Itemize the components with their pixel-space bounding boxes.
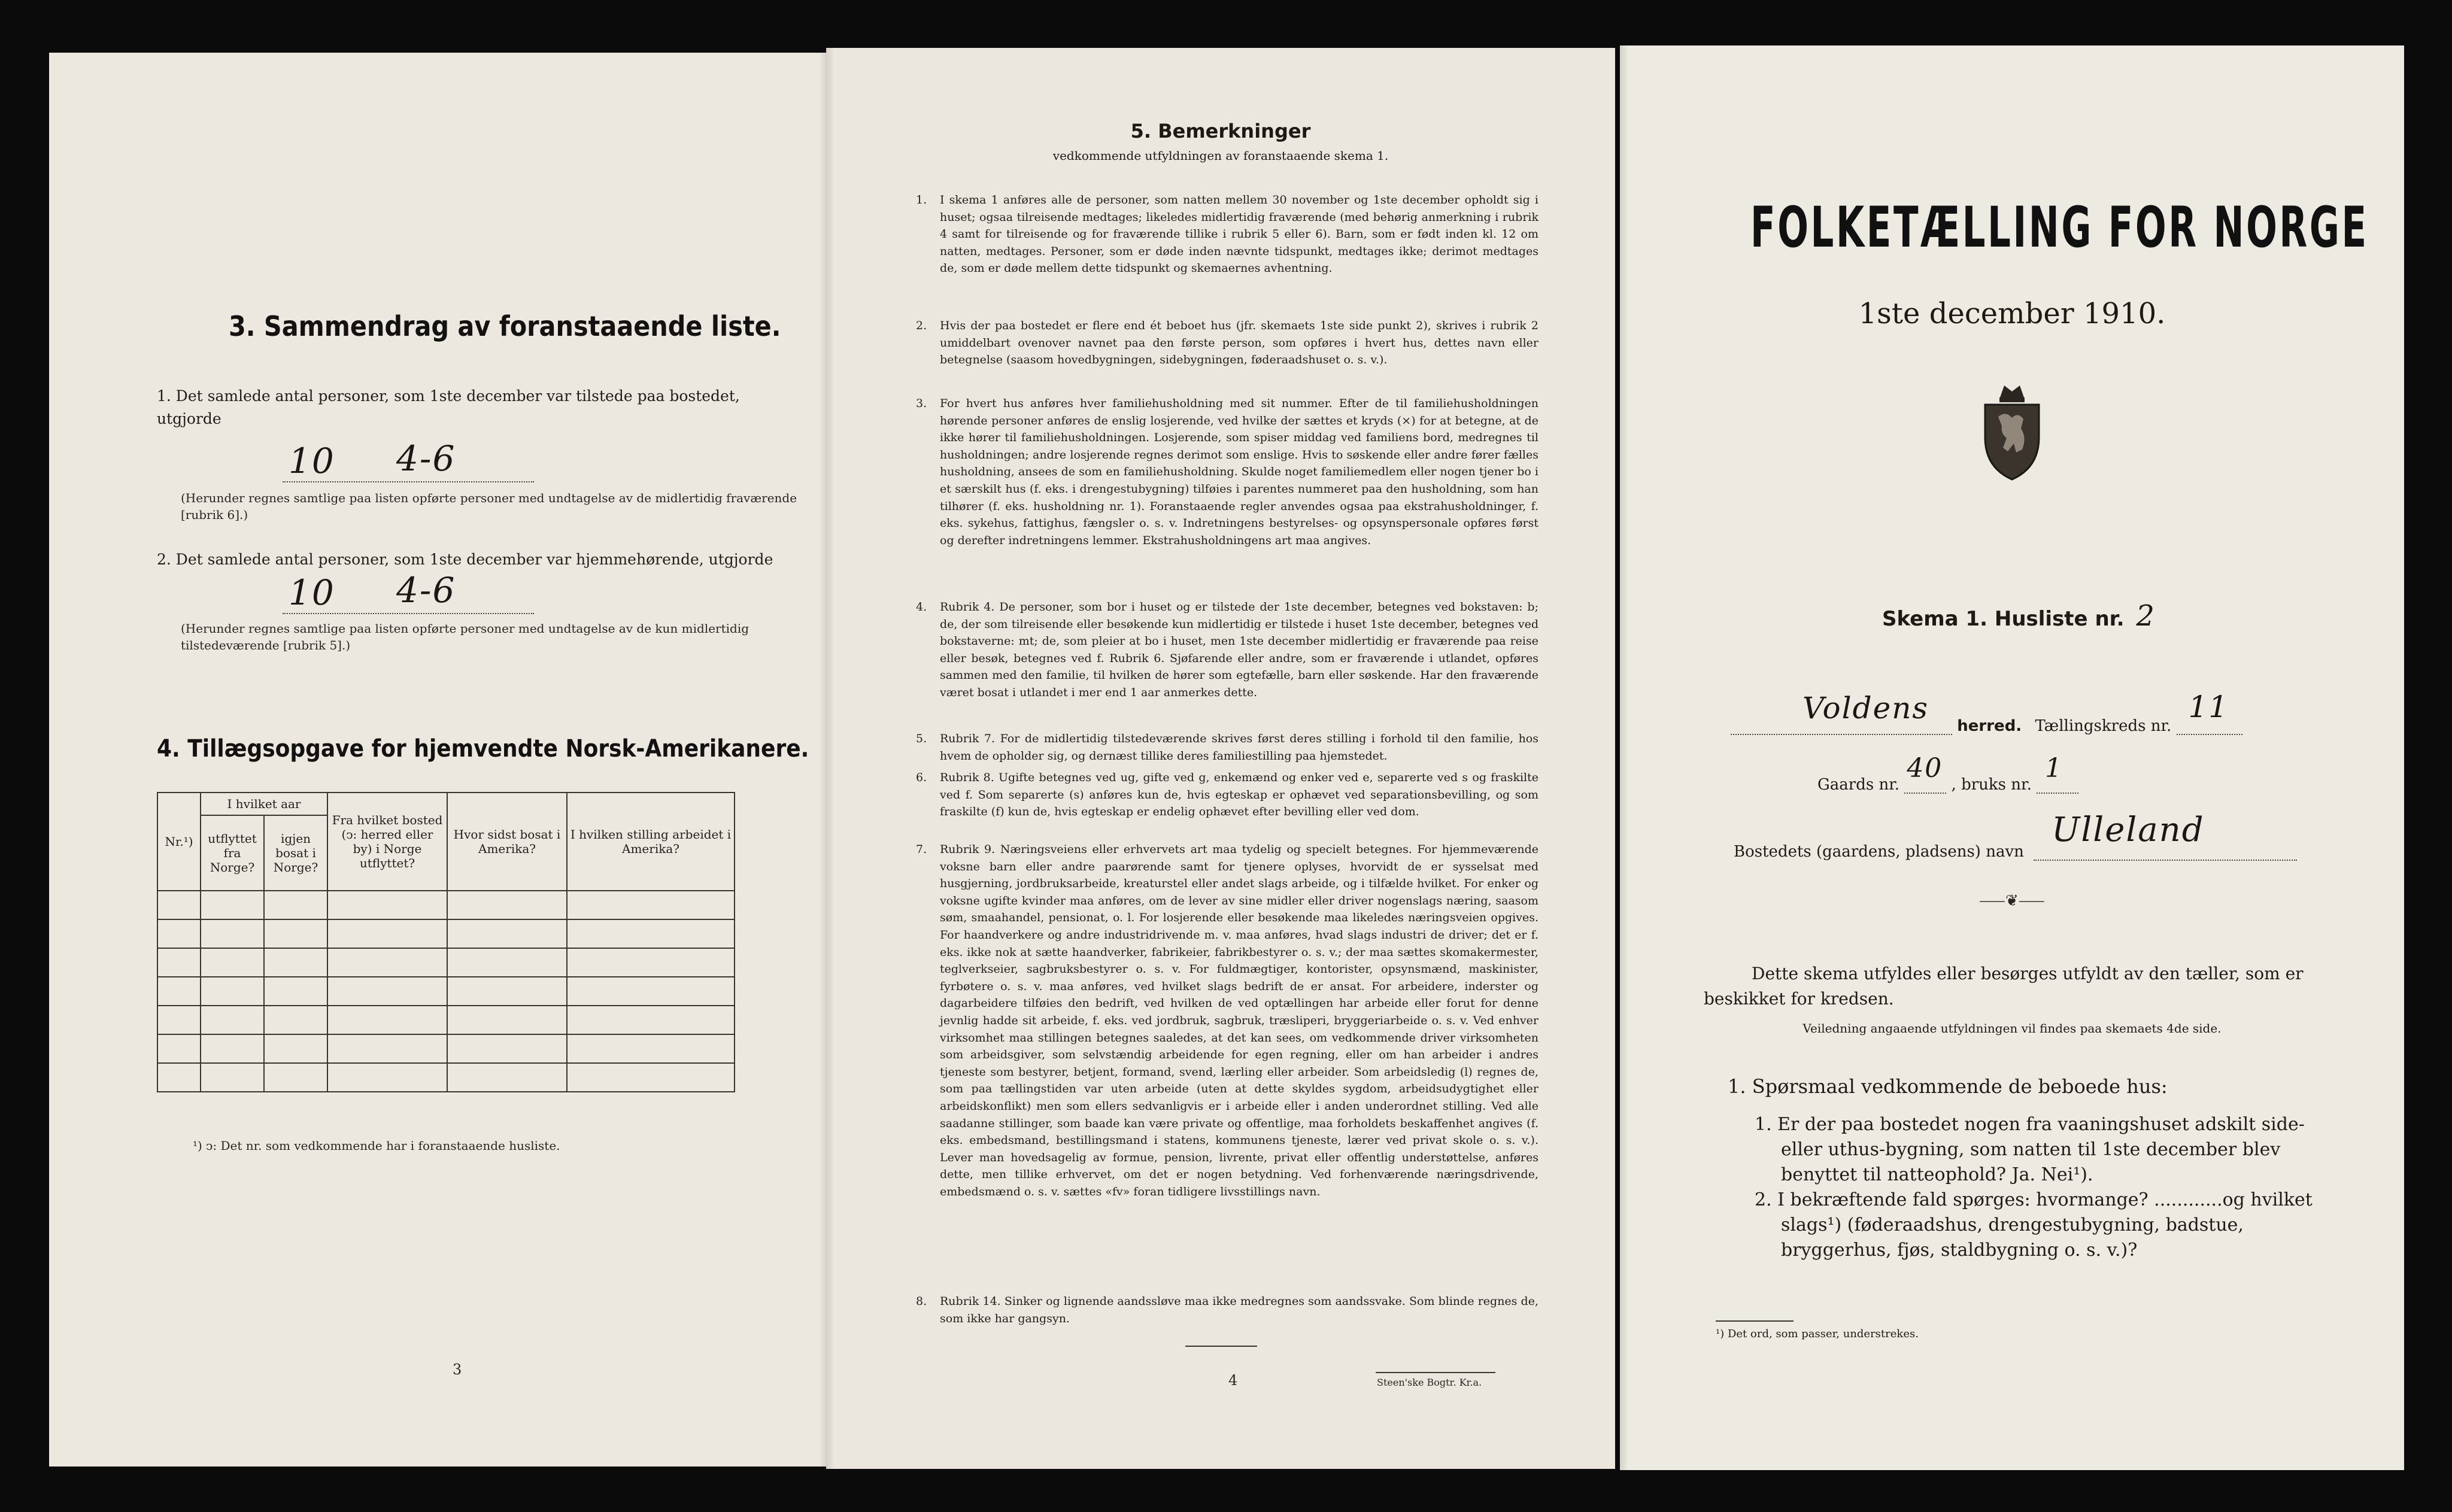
remark-number: 7. [916,843,927,856]
col-group-year: I hvilket aar [201,793,327,815]
remark-number: 4. [916,600,927,614]
remark-text: Rubrik 4. De personer, som bor i huset og er tilstede der 1ste december, betegnes ved bokstaven: b; de, der som tilreisende eller besøkende kun midlertidig er tilstede i huset 1ste december, betegnes ved bokstaverne: mt; de, som pleier at bo i huset, men 1ste december midlertidig er fraværende paa reise eller besøk, betegnes ved f. Rubrik 6. Sjøfarende eller andre, som er fraværende i utlandet, opføres sammen med den familie, til hvilken de hører som egtefælle, barn eller søskende. Har den fraværende været bosat i utlandet i mer end 1 aar anmerkes dette. [940,600,1538,699]
summary-item-1-values [283,438,534,482]
remark-item [916,317,1538,369]
kreds-label: Tællingskreds nr. [2035,717,2172,735]
remark-item [916,192,1538,277]
questions-heading: 1. Spørsmaal vedkommende de beboede hus: [1728,1075,2168,1098]
gaards-label: Gaards nr. [1817,776,1900,794]
page-number-4: 4 [1228,1372,1238,1389]
summary-item-2 [157,548,791,571]
summary-item-2-value-b: 4-6 [396,570,456,611]
remark-text: Hvis der paa bostedet er flere end ét beboet hus (jfr. skemaets 1ste side punkt 2), skrives i rubrik 2 umiddelbart ovenover navnet paa den første person, som opføres i hvert hus, dettes navn eller betegnelse (saasom hovedbygningen, sidebygningen, føderaadshuset o. s. v.). [940,319,1538,367]
remarks-title: 5. Bemerkninger [1130,120,1311,142]
remark-number: 3. [916,397,927,410]
summary-item-2-value-a: 10 [289,572,335,613]
remark-text: Rubrik 8. Ugifte betegnes ved ug, gifte ved g, enkemænd og enker ved e, separerte ved s og fraskilte ved f. Som separerte (s) anføres kun de, hvis egteskap er ophævet ved separationsbevilling, og som fraskilte (f) kun de, hvis egteskap er endelig ophævet efter bevilling eller ved dom. [940,771,1538,819]
intro-text: Dette skema utfyldes eller besørges utfyldt av den tæller, som er beskikket for kredsen. [1704,964,2304,1009]
remark-item [916,730,1538,764]
skema-text: Skema 1. Husliste nr. [1882,607,2125,631]
intro-note: Veiledning angaaende utfyldningen vil findes paa skemaets 4de side. [1802,1021,2222,1036]
gaards-value: 40 [1907,753,1943,784]
summary-item-1-note: (Herunder regnes samtlige paa listen opførte personer med undtagelse av de midlertidig fraværende [rubrik 6].) [181,491,797,522]
remark-text: For hvert hus anføres hver familiehusholdning med sit nummer. Efter de til familiehusholdningen hørende personer anføres de enslig losjerende, ved hvilke der sættes et kryds (×) for at betegne, at de ikke hører til familiehusholdningen. Losjerende, som spiser middag ved familiens bord, medregnes til husholdningen; andre losjerende regnes derimot som enslige. Hvis to søskende eller andre fører fælles husholdning, ansees de som en familiehusholdning. Skulde noget familiemedlem eller nogen tjener bo i et særskilt hus (f. eks. i drengestubygning) tilføies i parentes nummeret paa den husholdning, som han tilhører (f. eks. husholdning nr. 1). Foranstaaende regler anvendes ogsaa paa ekstrahusholdninger, f. eks. sykehus, fattighus, fængsler o. s. v. Indretningens bestyrelses- og opsynspersonale opføres først og derefter indretningens lemmer. Ekstrahusholdningens art maa angives. [940,397,1538,547]
summary-item-1-value-a: 10 [289,441,335,481]
table-row [157,1063,735,1092]
table-footnote: ¹) ↄ: Det nr. som vedkommende har i foranstaaende husliste. [193,1138,560,1153]
gaards-row [1817,753,2078,794]
col-hvor: Hvor sidst bosat i Amerika? [447,793,567,891]
herred-row [1731,690,2242,735]
table-row [157,948,735,977]
page-4 [826,48,1615,1469]
herred-value: Voldens [1802,691,1929,725]
remark-item [916,1293,1538,1327]
bruks-value: 1 [2045,753,2063,784]
page-1 [1620,45,2404,1470]
bosted-row [1734,810,2297,861]
summary-item-1-text: 1. Det samlede antal personer, som 1ste december var tilstede paa bostedet, utgjorde [157,387,740,427]
remark-item [916,769,1538,821]
remark-number: 8. [916,1295,927,1308]
herred-label: herred. [1957,717,2022,735]
remarks-subtitle: vedkommende utfyldningen av foranstaaende skema 1. [1052,148,1389,163]
question-1: 1. Er der paa bostedet nogen fra vaaningshuset adskilt side- eller uthus-bygning, som natten til 1ste december blev benyttet til natteophold? Ja. Nei¹). [1755,1114,2305,1185]
bosted-value: Ulleland [2052,810,2205,849]
remark-text: Rubrik 9. Næringsveiens eller erhvervets art maa tydelig og specielt betegnes. For hjemmeværende voksne barn eller andre paarørende samt for tjenere oplyses, hvorvidt de er sysselsat med husgjerning, jordbruksarbeide, kreaturstel eller andet slags arbeide, og i tilfælde hvilket. For enker og voksne ugifte kvinder maa anføres, om de lever av sine midler eller driver nogenslags næring, saasom søm, smaahandel, pensionat, o. l. For losjerende eller besøkende maa likeledes næringsveien opgives. For haandverkere og andre industridrivende m. v. maa anføres, hvad slags industri de driver; det er f. eks. ikke nok at sætte haandverker, fabrikeier, fabrikbestyrer o. s. v.; der maa sættes skomakermester, teglverkseier, sagbruksbestyrer o. s. v. For fuldmægtiger, kontorister, opsynsmænd, maskinister, fyrbøtere o. s. v. maa anføres, ved hvilket slags bedrift de er ansat. For arbeidere, inderster og dagarbeidere tilføies den bedrift, ved hvilken de ved optællingen har arbeide eller forut for denne jevnlig hadde sit arbeide, f. eks. ved jordbruk, sagbruk, træsliperi, bryggeriarbeide o. s. v. Ved enhver virksomhet maa stillingen betegnes saaledes, at det kan sees, om vedkommende driver virksomheten som arbeidsgiver, som selvstændig arbeidende for egen regning, eller om han arbeider i andres tjeneste som bestyrer, betjent, formand, svend, lærling eller arbeider. Som arbeidsledig (l) regnes de, som paa tællingstiden var uten arbeide (uten at dette skyldes sygdom, arbeidsudygtighet eller arbeidskonflikt) men som ellers sedvanligvis er i arbeide eller i anden underordnet stilling. Ved alle saadanne stillinger, som baade kan være private og offentlige, maa forholdets beskaffenhet angives (f. eks. embedsmand, bestillingsmand i statens, kommunens tjeneste, lærer ved privat skole o. s. v.). Lever man hovedsagelig av formue, pension, livrente, privat eller offentlig understøttelse, anføres dette, men tillike erhvervet, om det er nogen betydning. Ved forhenværende næringsdrivende, embedsmænd o. s. v. sættes «fv» foran tidligere livsstillings navn. [940,843,1538,1198]
remark-item [916,599,1538,702]
table-row [157,977,735,1006]
norsk-amerikanere-table [157,792,735,1092]
remark-item [916,395,1538,549]
remark-item [916,841,1538,1200]
summary-item-2-note: (Herunder regnes samtlige paa listen opførte personer med undtagelse av de kun midlertidig tilstedeværende [rubrik 5].) [181,621,749,652]
section-3-title: 3. Sammendrag av foranstaaende liste. [229,310,781,342]
page-3 [49,53,827,1467]
printer-mark: Steen'ske Bogtr. Kr.a. [1377,1377,1482,1388]
col-igjen: igjen bosat i Norge? [264,815,327,891]
table-row [157,919,735,948]
question-2: 2. I bekræftende fald spørges: hvormange? ............og hvilket slags¹) (føderaadshus, drengestubygning, badstue, bryggerhus, fjøs, staldbygning o. s. v.)? [1755,1189,2313,1261]
printer-rule [1376,1372,1495,1373]
summary-item-1-value-b: 4-6 [396,438,456,479]
census-date: 1ste december 1910. [1858,297,2166,330]
bosted-label: Bostedets (gaardens, pladsens) navn [1734,843,2024,861]
remark-text: Rubrik 14. Sinker og lignende aandssløve maa ikke medregnes som aandssvake. Som blinde regnes de, som ikke har gangsyn. [940,1295,1538,1325]
remark-number: 1. [916,193,927,207]
page1-footnote: ¹) Det ord, som passer, understrekes. [1716,1328,1919,1340]
col-fra: Fra hvilket bosted (ↄ: herred eller by) i Norge utflyttet? [327,793,447,891]
kreds-value: 11 [2188,690,2229,724]
table-row [157,1006,735,1034]
remarks-rule [1185,1346,1257,1347]
remark-number: 6. [916,771,927,784]
section-4-title: 4. Tillægsopgave for hjemvendte Norsk-Amerikanere. [157,735,809,763]
skema-label [1882,599,2156,633]
bruks-label: , bruks nr. [1951,776,2032,794]
husliste-number: 2 [2136,599,2156,633]
remark-number: 5. [916,732,927,745]
summary-item-2-values [283,570,534,614]
remark-text: I skema 1 anføres alle de personer, som natten mellem 30 november og 1ste december opholdt sig i huset; ogsaa tilreisende medtages; likeledes midlertidig fraværende (med behørig anmerkning i rubrik 4 samt for tilreisende og for fraværende tillike i rubrik 5 eller 6). Barn, som er født inden kl. 12 om natten, medtages. Personer, som er døde inden nævnte tidspunkt, medtages ikke; derimot medtages de, som er døde mellem dette tidspunkt og skemaernes avhentning. [940,193,1538,275]
summary-item-1 [157,385,791,430]
table-row [157,1034,735,1063]
col-nr: Nr.¹) [157,793,201,891]
page-number-3: 3 [453,1361,462,1378]
remark-number: 2. [916,319,927,332]
summary-item-2-text: 2. Det samlede antal personer, som 1ste december var hjemmehørende, utgjorde [157,551,773,568]
remark-text: Rubrik 7. For de midlertidig tilstedeværende skrives først deres stilling i forhold til den familie, hos hvem de opholder sig, og dernæst tillike deres familiestilling paa hjemstedet. [940,732,1538,763]
page1-footnote-rule [1716,1320,1794,1322]
ornament-divider: ⸺❦⸺ [1979,892,2045,910]
norway-lion-icon [1979,381,2045,482]
col-utflyttet: utflyttet fra Norge? [201,815,264,891]
table-row [157,891,735,919]
col-stilling: I hvilken stilling arbeidet i Amerika? [567,793,735,891]
census-title: FOLKETÆLLING FOR NORGE [1750,195,2369,260]
